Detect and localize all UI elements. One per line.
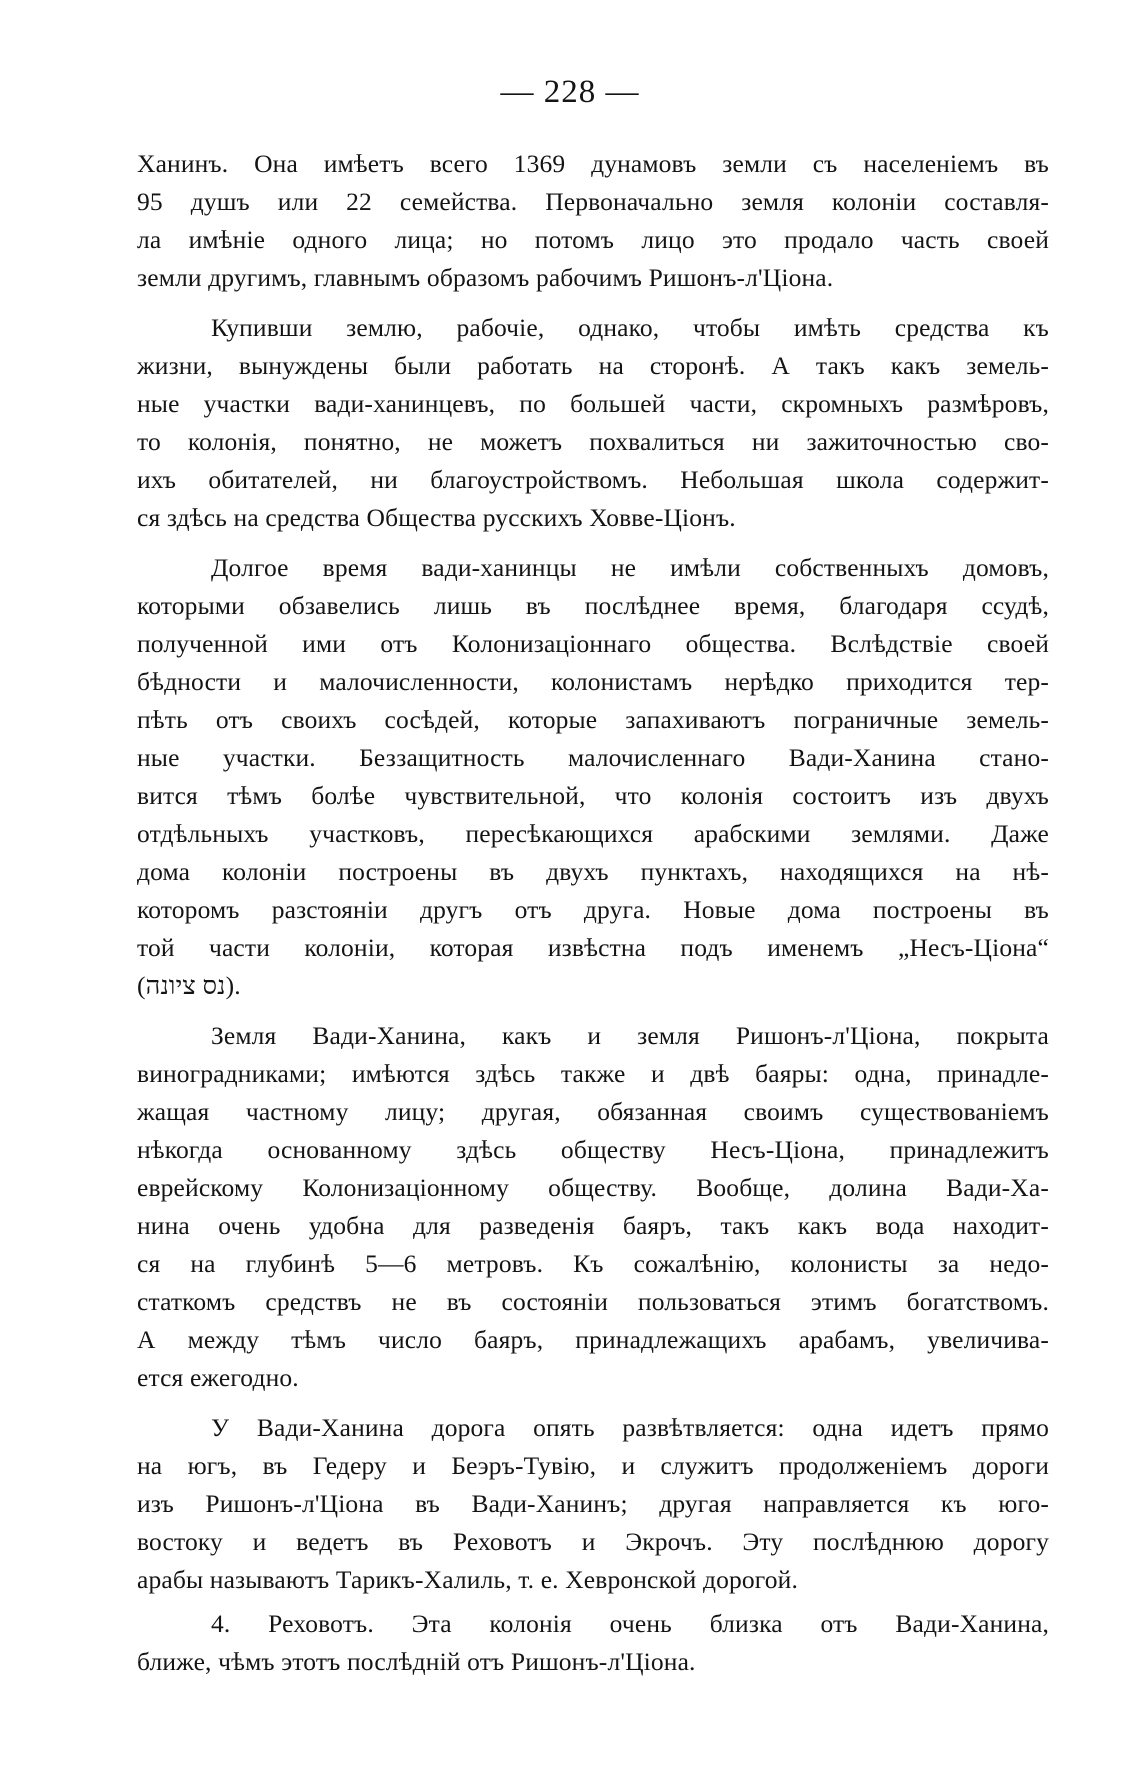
paragraph <box>137 1017 1049 1397</box>
text-line: той части колоніи, которая извѣстна подъ именемъ „Несъ-Ціона“ <box>137 933 1049 962</box>
text-line: ла имѣніе одного лица; но потомъ лицо это продало часть своей <box>137 225 1049 254</box>
text-line: которыми обзавелись лишь въ послѣднее время, благодаря ссудѣ, <box>137 591 1049 620</box>
text-line: 95 душъ или 22 семейства. Первоначально земля колоніи составля- <box>137 187 1049 216</box>
paragraph <box>137 309 1049 537</box>
text-line: пѣть отъ своихъ сосѣдей, которые запахиваютъ пограничные земель- <box>137 705 1049 734</box>
text-line: (נס ציונה). <box>137 971 241 1000</box>
text-line: изъ Ришонъ-л'Ціона въ Вади-Ханинъ; другая направляется къ юго- <box>137 1489 1049 1518</box>
text-line: ся на глубинѣ 5—6 метровъ. Къ сожалѣнію, колонисты за недо- <box>137 1249 1049 1278</box>
text-line: дома колоніи построены въ двухъ пунктахъ, находящихся на нѣ- <box>137 857 1049 886</box>
text-line: Земля Вади-Ханина, какъ и земля Ришонъ-л'Ціона, покрыта <box>211 1021 1049 1050</box>
text-line: ется ежегодно. <box>137 1363 299 1392</box>
text-line: земли другимъ, главнымъ образомъ рабочимъ Ришонъ-л'Ціона. <box>137 263 834 292</box>
text-line: арабы называютъ Тарикъ-Халиль, т. е. Хевронской дорогой. <box>137 1565 799 1594</box>
text-line: жизни, вынуждены были работать на сторонѣ. А такъ какъ земель- <box>137 351 1049 380</box>
body-text <box>137 145 1049 1681</box>
text-line: ные участки. Беззащитность малочисленнаго Вади-Ханина стано- <box>137 743 1049 772</box>
text-line: ные участки вади-ханинцевъ, по большей части, скромныхъ размѣровъ, <box>137 389 1049 418</box>
text-line: Ханинъ. Она имѣетъ всего 1369 дунамовъ земли съ населеніемъ въ <box>137 149 1049 178</box>
text-line: жащая частному лицу; другая, обязанная своимъ существованіемъ <box>137 1097 1049 1126</box>
text-line: на югъ, въ Гедеру и Беэръ-Тувію, и служитъ продолженіемъ дороги <box>137 1451 1049 1480</box>
text-line: виноградниками; имѣются здѣсь также и двѣ баяры: одна, принадле- <box>137 1059 1049 1088</box>
text-line: Долгое время вади-ханинцы не имѣли собственныхъ домовъ, <box>211 553 1049 582</box>
paragraph <box>137 549 1049 1005</box>
text-line: ся здѣсь на средства Общества русскихъ Ховве-Ціонъ. <box>137 503 736 532</box>
text-line: отдѣльныхъ участковъ, пересѣкающихся арабскими землями. Даже <box>137 819 1049 848</box>
text-line: У Вади-Ханина дорога опять развѣтвляется: одна идетъ прямо <box>211 1413 1049 1442</box>
text-line: нѣкогда основанному здѣсь обществу Несъ-Ціона, принадлежитъ <box>137 1135 1049 1164</box>
text-line: 4. Реховотъ. Эта колонія очень близка отъ Вади-Ханина, <box>211 1609 1049 1638</box>
page-number: — 228 — <box>500 74 640 110</box>
text-line: бѣдности и малочисленности, колонистамъ нерѣдко приходится тер- <box>137 667 1049 696</box>
text-line: А между тѣмъ число баяръ, принадлежащихъ арабамъ, увеличива- <box>137 1325 1049 1354</box>
text-line: Купивши землю, рабочіе, однако, чтобы имѣть средства къ <box>211 313 1049 342</box>
text-line: статкомъ средствъ не въ состояніи пользоваться этимъ богатствомъ. <box>137 1287 1049 1316</box>
text-line: востоку и ведетъ въ Реховотъ и Экрочъ. Эту послѣднюю дорогу <box>137 1527 1049 1556</box>
text-line: то колонія, понятно, не можетъ похвалиться ни зажиточностью сво- <box>137 427 1049 456</box>
text-line: вится тѣмъ болѣе чувствительной, что колонія состоитъ изъ двухъ <box>137 781 1049 810</box>
text-line: ихъ обитателей, ни благоустройствомъ. Небольшая школа содержит- <box>137 465 1049 494</box>
text-line: нина очень удобна для разведенія баяръ, такъ какъ вода находит- <box>137 1211 1049 1240</box>
text-line: еврейскому Колонизаціонному обществу. Вообще, долина Вади-Ха- <box>137 1173 1049 1202</box>
paragraph <box>137 1409 1049 1599</box>
text-line: которомъ разстояніи другъ отъ друга. Новые дома построены въ <box>137 895 1049 924</box>
paragraph <box>137 1605 1049 1681</box>
text-line: полученной ими отъ Колонизаціоннаго общества. Вслѣдствіе своей <box>137 629 1049 658</box>
paragraph <box>137 145 1049 297</box>
text-line: ближе, чѣмъ этотъ послѣдній отъ Ришонъ-л'Ціона. <box>137 1647 696 1676</box>
